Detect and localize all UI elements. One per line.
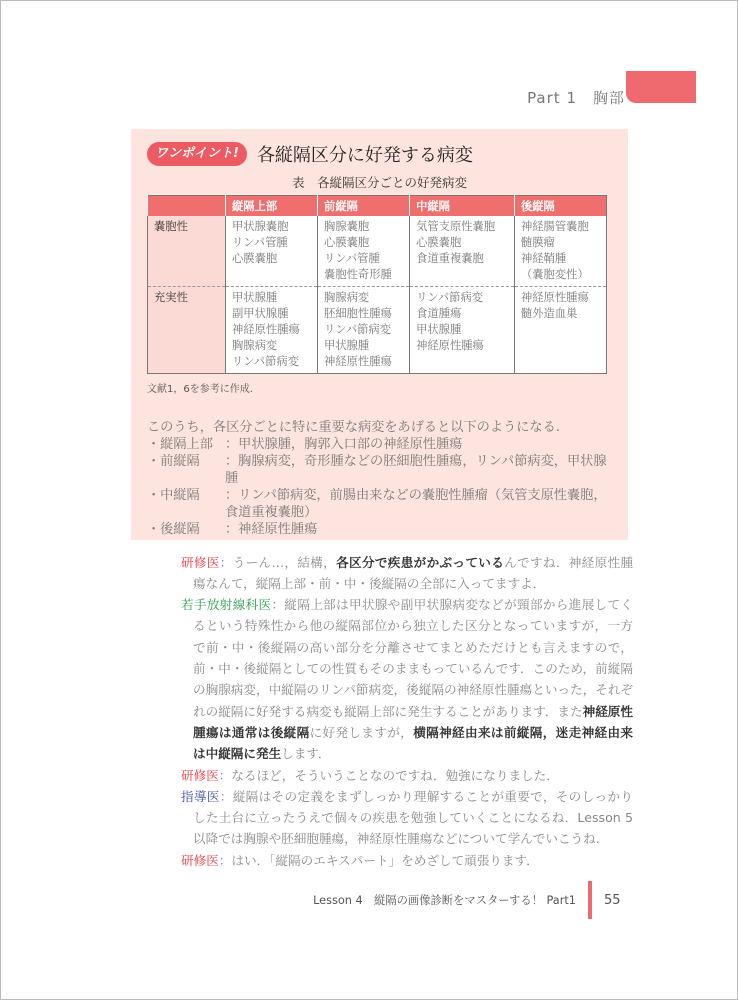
lesion-name: 甲状腺腫 bbox=[324, 339, 370, 352]
table-cell bbox=[410, 287, 515, 374]
column-header bbox=[148, 196, 226, 217]
row-header: 嚢胞性 bbox=[148, 216, 226, 287]
emphasis-text: 神経原性腫瘍は通常は後縦隔 bbox=[193, 703, 634, 740]
lesion-name: 心膜嚢胞 bbox=[324, 236, 370, 249]
lesion-name: 心膜嚢胞 bbox=[416, 236, 462, 249]
table-cell bbox=[226, 216, 318, 287]
box-heading bbox=[147, 141, 612, 167]
speaker-name: 若手放射線科医 bbox=[181, 597, 272, 613]
lesion-name: 気管支原性嚢胞 bbox=[416, 220, 496, 233]
running-header: Part 1 胸部 bbox=[527, 89, 625, 107]
footer-lesson: Lesson 4 縦隔の画像診断をマスターする！ Part1 bbox=[313, 894, 576, 907]
region-label: ・中縦隔 bbox=[147, 488, 200, 503]
region-lesions: ：胸腺病変，奇形腫などの胚細胞性腫瘍，リンパ節病変，甲状腺腫 bbox=[225, 454, 607, 486]
region-label: ・後縦隔 bbox=[147, 522, 200, 537]
lesion-name: （嚢胞変性） bbox=[520, 268, 589, 281]
dialogue-text: ：うーん…，結構， bbox=[219, 554, 337, 570]
table-cell bbox=[226, 287, 318, 374]
lesion-name: 嚢胞性奇形腫 bbox=[324, 268, 392, 281]
lesion-name: 神経腸管嚢胞 bbox=[520, 220, 589, 233]
row-header: 充実性 bbox=[148, 287, 226, 374]
part-tab bbox=[626, 71, 696, 103]
lesion-name: 甲状腺腫 bbox=[232, 291, 278, 304]
dialogue-text: んですね．神経原性腫瘍なんて，縦隔上部・前・中・後縦隔の全部に入ってますよ． bbox=[193, 554, 634, 591]
lesion-name: 神経鞘腫 bbox=[520, 252, 567, 265]
table-caption: 表 各縦隔区分ごとの好発病変 bbox=[291, 175, 467, 190]
dialogue bbox=[181, 552, 633, 871]
dialogue-text: します． bbox=[281, 746, 331, 762]
speaker-name: 指導医 bbox=[181, 788, 220, 804]
dialogue-text: ：はい．「縦隔のエキスパート」をめざして頑張ります． bbox=[218, 852, 539, 868]
lesion-name: 胸腺病変 bbox=[324, 291, 370, 304]
lesion-name: リンパ節病変 bbox=[324, 323, 392, 336]
table-row bbox=[148, 216, 607, 287]
speaker-name: 研修医 bbox=[181, 554, 220, 570]
lesion-name: 髄外造血巣 bbox=[520, 307, 578, 320]
column-header: 縦隔上部 bbox=[226, 196, 318, 217]
lesion-name: リンパ節病変 bbox=[232, 355, 299, 368]
region-lesions: ：リンパ節病変，前腸由来などの嚢胞性腫瘤（気管支原性嚢胞，食道重複嚢胞） bbox=[225, 488, 607, 520]
table-cell bbox=[514, 216, 606, 287]
lesion-name: 胸腺嚢胞 bbox=[324, 220, 370, 233]
intro-text: このうち，各区分ごとに特に重要な病変をあげると以下のようになる. bbox=[147, 420, 561, 435]
dialogue-line bbox=[181, 552, 633, 595]
column-header: 前縦隔 bbox=[318, 196, 410, 217]
lesion-name: 神経原性腫瘍 bbox=[232, 323, 300, 336]
table-cell bbox=[318, 287, 410, 374]
dialogue-text: ：縦隔上部は甲状腺や副甲状腺病変などが頸部から進展してくるという特殊性から他の縦隔部位から独立した区分となっていますが，一方で前・中・後縦隔の高い部分を分離させてまとめただけとも言えますので，前・中・後縦隔としての性質もそのままもっているんです．このため，前縦隔の胸腺病変，中縦隔のリンパ節病変，後縦隔の神経原性腫瘍といった，それぞれの縦隔に好発する病変も縦隔上部に発生することがあります．また bbox=[193, 597, 634, 719]
region-lesions: ：神経原性腫瘍 bbox=[225, 522, 318, 537]
dialogue-text: ：なるほど，そういうことなのですね．勉強になりました． bbox=[218, 767, 559, 783]
page-body bbox=[131, 129, 634, 989]
lesion-name: 髄膜瘤 bbox=[520, 236, 555, 249]
column-header: 中縦隔 bbox=[410, 196, 515, 217]
lesion-name: 心膜嚢胞 bbox=[232, 252, 278, 265]
lesion-name: 食道重複嚢胞 bbox=[416, 252, 484, 265]
page-number: 55 bbox=[604, 892, 621, 908]
list-item bbox=[147, 521, 612, 538]
lesion-name: 副甲状腺腫 bbox=[232, 307, 289, 320]
dialogue-line bbox=[181, 786, 633, 850]
region-label: ・縦隔上部 bbox=[147, 437, 213, 452]
lesion-name: 甲状腺嚢胞 bbox=[232, 220, 289, 233]
table-cell bbox=[318, 216, 410, 287]
list-item bbox=[147, 487, 612, 521]
one-point-badge: ワンポイント! bbox=[147, 142, 247, 166]
dialogue-line bbox=[181, 765, 633, 786]
lesion-name: リンパ節病変 bbox=[416, 291, 484, 304]
speaker-name: 研修医 bbox=[181, 767, 219, 783]
lesion-name: 神経原性腫瘍 bbox=[416, 339, 484, 352]
lesion-name: リンパ管腫 bbox=[232, 236, 288, 249]
source-note: 文献1，6を参考に作成. bbox=[147, 384, 253, 395]
region-lesions: ：甲状腺腫，胸郭入口部の神経原性腫瘍 bbox=[225, 437, 463, 452]
table-row bbox=[148, 287, 607, 374]
lesion-name: 神経原性腫瘍 bbox=[324, 355, 392, 368]
lesion-name: 胸腺病変 bbox=[232, 339, 278, 352]
table-cell bbox=[514, 287, 606, 374]
speaker-name: 研修医 bbox=[181, 852, 219, 868]
lesion-name: 甲状腺腫 bbox=[416, 323, 462, 336]
box-title: 各縦隔区分に好発する病変 bbox=[256, 145, 473, 166]
dialogue-text: に好発しますが， bbox=[309, 724, 414, 740]
lesion-name: リンパ管腫 bbox=[324, 252, 380, 265]
lesion-name: 神経原性腫瘍 bbox=[520, 291, 589, 304]
region-label: ・前縦隔 bbox=[147, 454, 200, 469]
footer bbox=[131, 871, 628, 919]
emphasis-text: 各区分で疾患がかぶっている bbox=[336, 554, 505, 570]
emphasis-text: 横隔神経由来は前縦隔，迷走神経由来は中縦隔に発生 bbox=[193, 724, 634, 762]
list-item bbox=[147, 436, 612, 453]
lesion-name: 胚細胞性腫瘍 bbox=[324, 307, 392, 320]
one-point-box bbox=[131, 129, 628, 540]
intro-block bbox=[147, 419, 612, 538]
lesion-table bbox=[147, 195, 607, 374]
column-header: 後縦隔 bbox=[514, 196, 606, 217]
dialogue-text: ：縦隔はその定義をまずしっかり理解することが重要で，そのしっかりした土台に立ったうえで個々の疾患を勉強していくことになるね．Lesson 5以降では胸腺や胚細胞腫瘍，神経原性腫瘍などについて学んでいこうね． bbox=[193, 788, 634, 847]
table-cell bbox=[410, 216, 515, 287]
dialogue-line bbox=[181, 850, 633, 871]
dialogue-line bbox=[181, 594, 633, 764]
footer-bar bbox=[588, 881, 592, 919]
list-item bbox=[147, 453, 612, 487]
lesion-name: 食道腫瘍 bbox=[416, 307, 462, 320]
